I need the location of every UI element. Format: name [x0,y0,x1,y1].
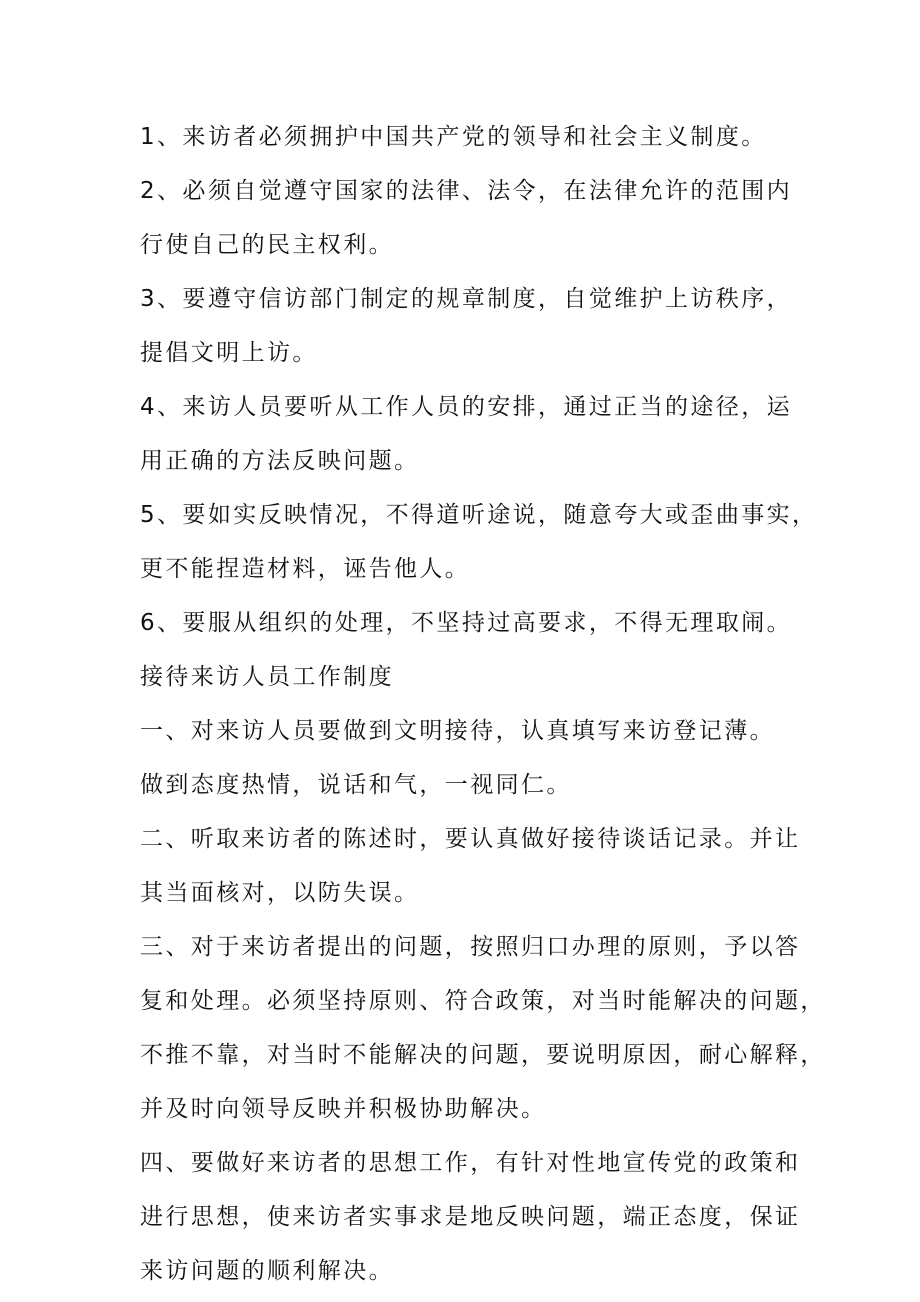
text-line: 4、来访人员要听从工作人员的安排，通过正当的途径，运 [140,394,793,420]
text-line: 不推不靠，对当时不能解决的问题，要说明原因，耐心解释， [140,1042,826,1068]
text-line: 其当面核对，以防失误。 [140,880,420,906]
text-line: 提倡文明上访。 [140,340,318,366]
text-line: 5、要如实反映情况，不得道听途说，随意夸大或歪曲事实， [140,502,818,528]
text-line: 二、听取来访者的陈述时，要认真做好接待谈话记录。并让 [140,826,801,852]
text-line: 一、对来访人员要做到文明接待，认真填写来访登记薄。 [140,718,775,744]
text-line: 用正确的方法反映问题。 [140,448,420,474]
text-line: 三、对于来访者提出的问题，按照归口办理的原则，予以答 [140,934,801,960]
text-line: 进行思想，使来访者实事求是地反映问题，端正态度，保证 [140,1204,801,1230]
text-line: 更不能捏造材料，诬告他人。 [140,556,471,582]
text-line: 并及时向领导反映并积极协助解决。 [140,1096,547,1122]
text-line: 2、必须自觉遵守国家的法律、法令，在法律允许的范围内 [140,178,793,204]
text-line: 行使自己的民主权利。 [140,232,394,258]
text-line: 复和处理。必须坚持原则、符合政策，对当时能解决的问题， [140,988,826,1014]
text-line: 1、来访者必须拥护中国共产党的领导和社会主义制度。 [140,124,767,150]
text-line: 四、要做好来访者的思想工作，有针对性地宣传党的政策和 [140,1150,801,1176]
section-heading: 接待来访人员工作制度 [140,664,394,690]
text-line: 6、要服从组织的处理，不坚持过高要求，不得无理取闹。 [140,610,793,636]
text-line: 来访问题的顺利解决。 [140,1258,394,1284]
text-line: 做到态度热情，说话和气，一视同仁。 [140,772,572,798]
text-line: 3、要遵守信访部门制定的规章制度，自觉维护上访秩序， [140,286,793,312]
document-body [140,110,826,1298]
